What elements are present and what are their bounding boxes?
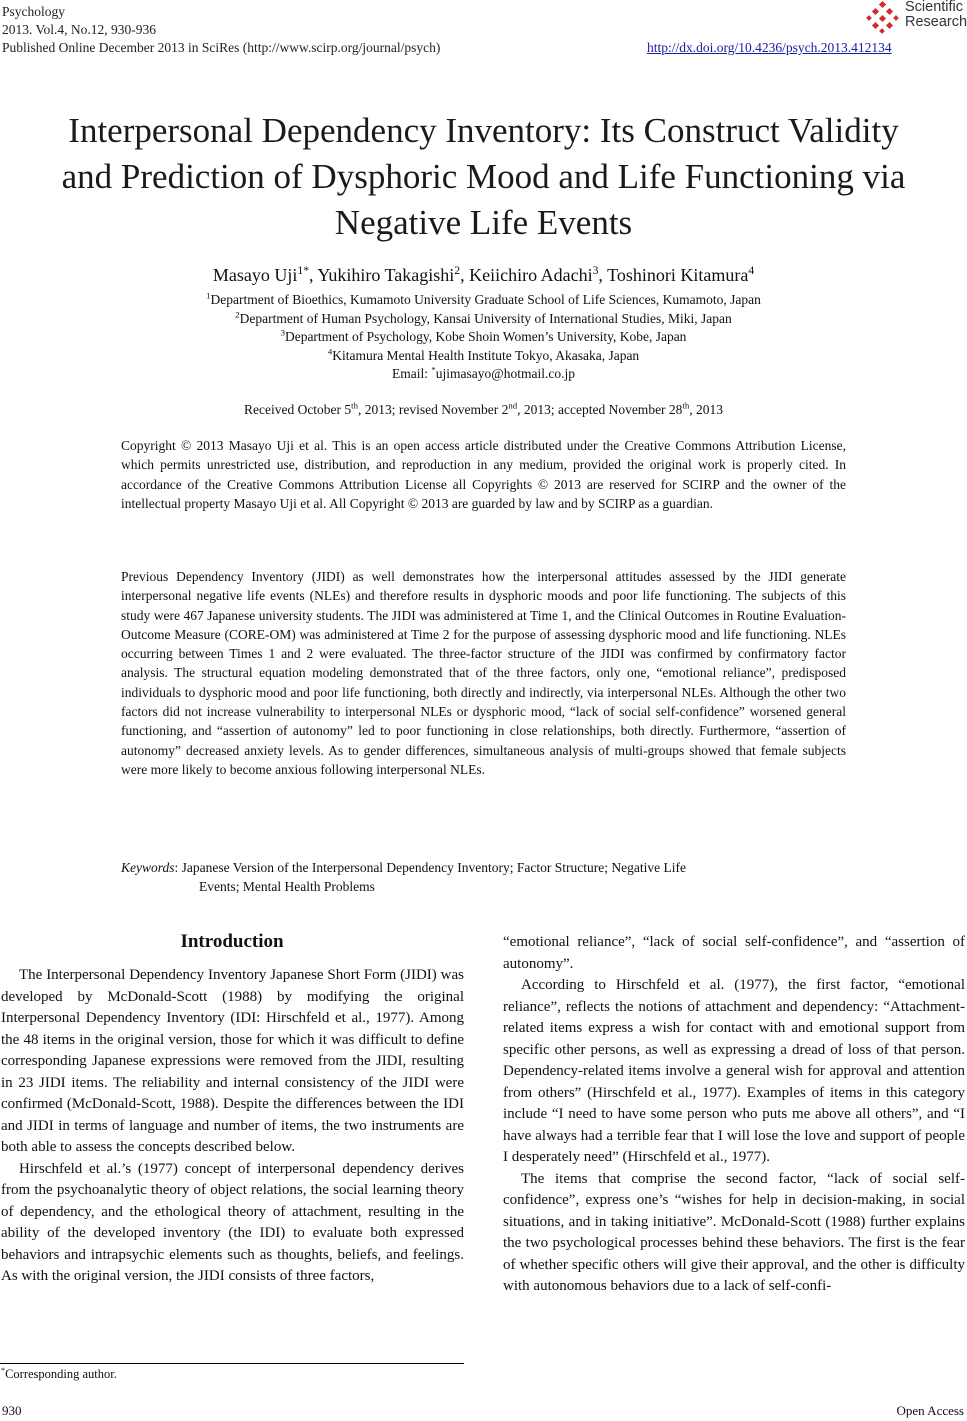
email-line <box>20 364 947 383</box>
affiliation-text: Kitamura Mental Health Institute Tokyo, Akasaka, Japan <box>332 348 640 363</box>
keywords-label: Keywords <box>121 860 175 875</box>
author-marker: 1* <box>297 264 310 277</box>
ordinal-suffix: th <box>682 400 690 411</box>
affiliation-text: Department of Bioethics, Kumamoto University Graduate School of Life Sciences, Kumamoto, Japan <box>210 292 761 307</box>
affiliation <box>20 290 947 309</box>
author-name: , Toshinori Kitamura <box>598 265 749 285</box>
author-name: Masayo Uji <box>212 265 298 285</box>
journal-volume: 2013. Vol.4, No.12, 930-936 <box>2 22 157 37</box>
logo-word-scientific: Scientific <box>905 0 964 15</box>
section-heading-introduction: Introduction <box>180 931 284 952</box>
body-paragraph: The Interpersonal Dependency Inventory Japanese Short Form (JIDI) was developed by McDonald-Scott (1988) by modifying the original Interpersonal Dependency Inventory (IDI: Hirschfeld et al., 1977). Among the 48 items in the original version, those for which it was difficult to define corresponding Japanese expressions were removed from the JIDI, resulting in 23 JIDI items. The reliability and internal consistency of the JIDI were confirmed (McDonald-Scott, 1988). Despite the differences between the IDI and JIDI in terms of language and number of items, the two instruments are both able to assess the concepts described below. <box>1 967 464 1155</box>
footnote-marker: * <box>1 1365 6 1375</box>
received-dates <box>20 400 947 419</box>
author-marker: 2 <box>454 264 461 277</box>
publication-info: Published Online December 2013 in SciRes (http://www.scirp.org/journal/psych) <box>2 40 441 55</box>
email-label: Email: <box>392 366 432 381</box>
ordinal-suffix: th <box>351 400 358 411</box>
body-paragraph: According to Hirschfeld et al. (1977), the first factor, “emotional reliance”, reflects the notions of attachment and dependency: “Attachment-related items express a wish for contact with and emotional support from specific other persons, as well as expressing a dread of loss of that person. Dependency-related items involve a general wish for approval and attention from others” (Hirschfeld et al., 1977). Examples of items in this category include “I need to have some person who puts me above all others”, and “I have always had a terrible fear that I will lose the love and support of people I desperately need” (Hirschfeld et al., 1977). <box>503 977 965 1165</box>
ordinal-suffix: nd <box>508 400 518 411</box>
affiliation-marker: 4 <box>327 346 333 357</box>
author-marker: 3 <box>592 264 599 277</box>
email-address[interactable]: ujimasayo@hotmail.co.jp <box>435 366 575 381</box>
open-access-label: Open Access <box>896 1403 964 1418</box>
affiliation-text: Department of Human Psychology, Kansai University of International Studies, Miki, Japan <box>239 311 732 326</box>
affiliation-marker: 3 <box>280 327 285 338</box>
affiliation <box>20 346 947 365</box>
left-column <box>1 965 464 1288</box>
received-text: , 2013 <box>689 402 724 417</box>
right-column <box>503 932 965 1298</box>
received-text: , 2013; accepted November 28 <box>517 402 683 417</box>
author-list <box>20 263 947 287</box>
affiliation-text: Department of Psychology, Kobe Shoin Women’s University, Kobe, Japan <box>284 329 687 344</box>
footnote <box>1 1367 117 1382</box>
email-marker: * <box>431 364 436 375</box>
affiliation-marker: 2 <box>235 309 240 320</box>
copyright-notice: Copyright © 2013 Masayo Uji et al. This is an open access article distributed under the Creative Commons Attribution License, which permits unrestricted use, distribution, and reproduction in any medium, provided the original work is properly cited. In accordance of the Creative Commons Attribution License all Copyrights © 2013 are reserved for SCIRP and the owner of the intellectual property Masayo Uji et al. All Copyright © 2013 are guarded by law and by SCIRP as a guardian. <box>121 438 846 511</box>
title-line: and Prediction of Dysphoric Mood and Life Functioning via <box>61 157 906 196</box>
affiliation <box>20 327 947 346</box>
affiliation-marker: 1 <box>206 290 211 301</box>
keywords <box>121 858 846 897</box>
body-paragraph: “emotional reliance”, “lack of social self-confidence”, and “assertion of autonomy”. <box>503 934 965 972</box>
received-text: , 2013; revised November 2 <box>358 402 509 417</box>
author-marker: 4 <box>748 264 755 277</box>
abstract: Previous Dependency Inventory (JIDI) as well demonstrates how the interpersonal attitudes assessed by the JIDI generate interpersonal negative life events (NLEs) and therefore results in dysphoric moods and poor life functioning. The subjects of this study were 467 Japanese university students. The JIDI was administered at Time 1, and the Clinical Outcomes in Routine Evaluation-Outcome Measure (CORE-OM) was administered at Time 2 for the purpose of assessing dysphoric mood and life functioning. NLEs occurring between Times 1 and 2 were evaluated. The three-factor structure of the JIDI was confirmed by confirmatory factor analysis. The structural equation modeling demonstrated that of the three factors, only one, “emotional reliance”, predisposed individuals to dysphoric mood and poor life functioning, both directly and indirectly, via interpersonal NLEs. Although the other two factors did not increase vulnerability to interpersonal NLEs or dysphoric mood, “lack of social self-confidence” worsened general functioning, and “assertion of autonomy” led to poor functioning in close relationships, both directly. Furthermore, “assertion of autonomy” decreased anxiety levels. As to gender differences, simultaneous analysis of multi-groups showed that female subjects were more likely to become anxious following interpersonal NLEs. <box>121 569 846 777</box>
keywords-text-cont: Events; Mental Health Problems <box>199 879 375 895</box>
footnote-text: Corresponding author. <box>5 1367 117 1381</box>
logo-word-research: Research <box>905 14 967 30</box>
body-paragraph: The items that comprise the second factor, “lack of social self-confidence”, express one’s “wishes for help in decision-making, in social situations, and in taking initiative”. McDonald-Scott (1988) further explains the two psychological processes behind these behaviors. The first is the fear of whether specific others will give their approval, and the other is difficulty with autonomous behaviors due to a lack of self-confi- <box>503 1170 965 1294</box>
affiliation <box>20 309 947 328</box>
title-line: Negative Life Events <box>334 203 633 242</box>
author-name: , Yukihiro Takagishi <box>309 265 455 285</box>
journal-name: Psychology <box>2 4 66 19</box>
footnote-rule <box>0 1363 464 1364</box>
paper-title <box>20 108 947 246</box>
doi-link[interactable]: http://dx.doi.org/10.4236/psych.2013.412134 <box>647 40 892 55</box>
keywords-text: : Japanese Version of the Interpersonal Dependency Inventory; Factor Structure; Negative Life <box>174 860 686 875</box>
title-line: Interpersonal Dependency Inventory: Its Construct Validity <box>68 111 899 150</box>
body-paragraph: Hirschfeld et al.’s (1977) concept of interpersonal dependency derives from the psychoanalytic theory of object relations, the social learning theory of dependency, and the ethological theory of attachment, resulting in the ability of the developed inventory (the IDI) to evaluate both expressed behaviors and intrapsychic elements such as thoughts, beliefs, and feelings. As with the original version, the JIDI consists of three factors, <box>1 1160 464 1284</box>
author-name: , Keiichiro Adachi <box>460 265 593 285</box>
page-number: 930 <box>2 1403 22 1418</box>
received-text: Received October 5 <box>243 402 352 417</box>
logo-text <box>905 0 967 30</box>
